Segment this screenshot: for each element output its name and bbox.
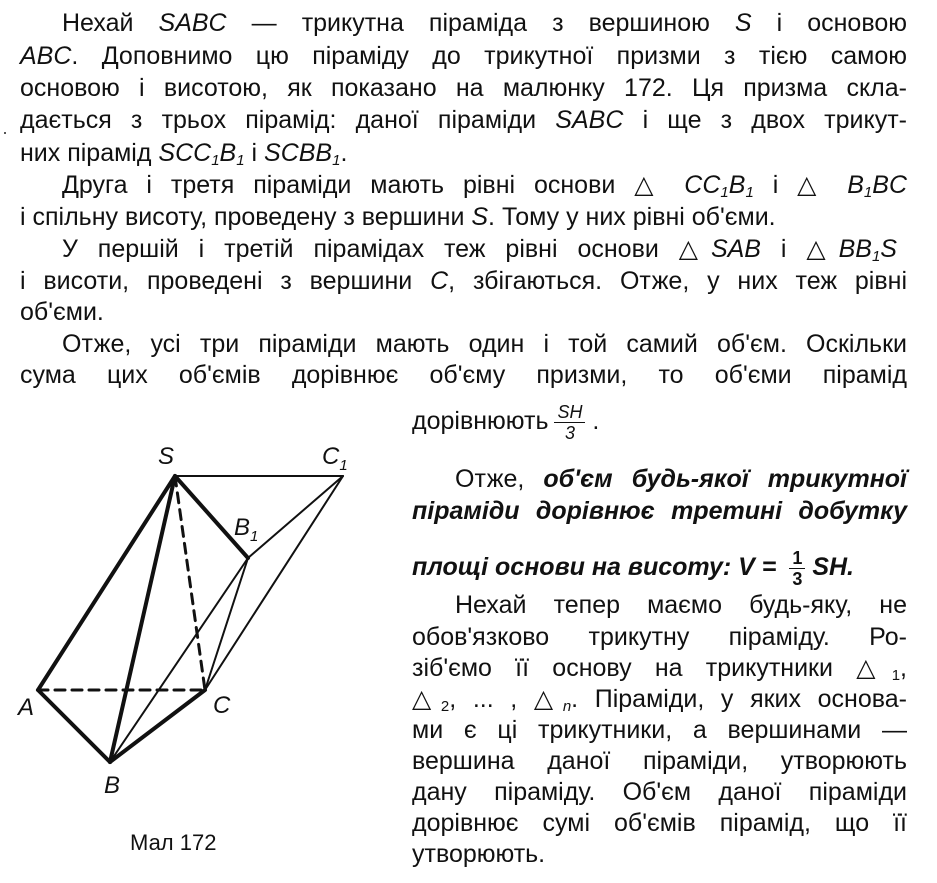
- p2-line2: [20, 202, 776, 232]
- label-b: B: [104, 772, 121, 799]
- figure-caption: Мал 172: [130, 830, 217, 855]
- triangle-symbol: △: [678, 235, 711, 263]
- text: і: [760, 235, 807, 263]
- p5-line8: [412, 808, 907, 838]
- triangle-symbol: △: [412, 685, 441, 713]
- formula-equals: =: [754, 553, 784, 582]
- p1-line2: [20, 41, 907, 71]
- label-subscript: 1: [250, 528, 259, 545]
- margin-dot: [4, 132, 6, 134]
- edge-sa: [38, 476, 175, 690]
- label-c: C: [213, 692, 231, 719]
- fraction-sh-over-3: [554, 402, 585, 443]
- p4-line2: [20, 360, 907, 390]
- math-scbb1: [264, 139, 340, 167]
- fraction-numerator: 1: [789, 548, 805, 569]
- triangle-symbol: △: [806, 235, 839, 263]
- subscript: 1: [891, 666, 901, 684]
- p5-line1: [455, 590, 907, 620]
- edge-b1b: [110, 558, 248, 762]
- math-part: B: [828, 171, 864, 199]
- text: сума цих об'ємів дорівнює об'єму призми, то об'єми пірамід: [20, 361, 907, 389]
- text: і висоти, проведені з вершини: [20, 267, 431, 295]
- text: об'єми.: [20, 298, 104, 326]
- p5-line5: [412, 715, 907, 745]
- text: . Доповнимо цю піраміду до трикутної призми з тією самою: [71, 42, 907, 70]
- p3-line2: [20, 266, 907, 296]
- text: , збігаються. Отже, у них теж рівні: [448, 267, 907, 295]
- label-b1: [234, 514, 258, 545]
- p5-line9: [412, 839, 545, 869]
- subscript: 2: [440, 697, 450, 715]
- math-part: B: [219, 139, 237, 167]
- text: дорівнюють: [412, 407, 549, 436]
- triangle-symbol: △: [797, 171, 829, 199]
- math-scc1b1: [158, 139, 244, 167]
- text: Нехай: [62, 9, 159, 37]
- edge-b1c: [205, 558, 248, 690]
- p5-line3: [412, 653, 907, 683]
- math-part: S: [880, 235, 897, 263]
- math-bb1s: [839, 235, 897, 263]
- math-part: SCBB: [264, 139, 333, 167]
- text: ми є ці трикутники, а вершинами —: [412, 716, 907, 744]
- theorem-text: площі основи на висоту:: [412, 553, 739, 582]
- edge-c1b1: [248, 476, 343, 558]
- edge-ab: [38, 690, 110, 762]
- triangle-symbol: △: [856, 654, 892, 682]
- text: Отже, усі три піраміди мають один і той самий об'єм. Оскільки: [62, 330, 907, 358]
- prism-figure: [10, 440, 370, 825]
- p1-line1: [62, 8, 907, 38]
- text: ,: [900, 654, 907, 682]
- label-letter: C: [322, 443, 340, 470]
- subscript: 1: [332, 151, 341, 169]
- label-subscript: 1: [339, 457, 348, 474]
- math-part: BC: [872, 171, 907, 199]
- text: і основою: [751, 9, 907, 37]
- subscript: 1: [236, 151, 245, 169]
- theorem-text: об'єм будь-якої трикутної: [543, 465, 908, 493]
- text: них пірамід: [20, 139, 159, 167]
- math-part: SCC: [158, 139, 212, 167]
- subscript: 1: [720, 183, 729, 201]
- fraction-numerator: SH: [554, 402, 585, 423]
- text: Нехай тепер маємо будь-яку, не: [455, 591, 907, 619]
- math-c: C: [430, 267, 449, 295]
- math-cc1b1: [665, 171, 753, 199]
- formula-sh: SH.: [805, 553, 854, 582]
- triangle-symbol: △: [533, 685, 563, 713]
- edge-c1c: [205, 476, 343, 690]
- text: утворюють.: [412, 840, 546, 868]
- text: , ... ,: [449, 685, 534, 713]
- triangle-symbol: △: [634, 171, 666, 199]
- text: Отже,: [455, 465, 544, 493]
- fraction-one-third: [789, 548, 805, 589]
- math-abc: ABC: [20, 42, 72, 70]
- formula-v: V: [738, 553, 755, 582]
- text: дорівнює сумі об'ємів пірамід, що її: [412, 809, 907, 837]
- text: і спільну висоту, проведену з вершини: [20, 203, 472, 231]
- label-letter: B: [234, 514, 251, 541]
- text: . Піраміди, у яких основа-: [571, 685, 907, 713]
- p5-line6: [412, 746, 907, 776]
- text: зіб'ємо її основу на трикутники: [412, 654, 857, 682]
- p5-line2: [412, 622, 907, 652]
- p5-line7: [412, 777, 907, 807]
- p3-line3: [20, 297, 104, 327]
- subscript: 1: [871, 247, 881, 265]
- p4-line1: [62, 329, 907, 359]
- label-a: A: [18, 694, 35, 721]
- text: дається з трьох пірамід: даної піраміди: [20, 106, 556, 134]
- p2-line1: [62, 170, 907, 200]
- p1-line4: [20, 105, 907, 135]
- theorem-line3: [412, 548, 854, 589]
- math-sab: SAB: [710, 235, 761, 263]
- p1-line3: [20, 73, 907, 103]
- subscript: 1: [863, 183, 873, 201]
- p5-line4: [412, 684, 907, 714]
- p4-line3: [412, 402, 599, 443]
- math-s: S: [734, 9, 752, 37]
- math-part: BB: [838, 235, 872, 263]
- math-b1bc: [828, 171, 907, 199]
- subscript: n: [562, 697, 572, 715]
- text: .: [585, 407, 600, 436]
- text: . Тому у них рівні об'єми.: [488, 203, 776, 231]
- math-part: CC: [665, 171, 721, 199]
- p1-line5: [20, 138, 347, 168]
- text: .: [340, 139, 348, 167]
- math-sabc: SABC: [158, 9, 227, 37]
- subscript: 1: [745, 183, 754, 201]
- text: основою і висотою, як показано на малюнку 172. Ця призма скла-: [20, 74, 907, 102]
- fraction-denominator: 3: [564, 423, 575, 443]
- subscript: 1: [211, 151, 220, 169]
- text: вершина даної піраміди, утворюють: [412, 747, 907, 775]
- math-part: B: [728, 171, 746, 199]
- text: дану піраміду. Об'єм даної піраміди: [412, 778, 907, 806]
- theorem-line1: [455, 464, 907, 494]
- theorem-line2: [412, 496, 907, 526]
- fraction-denominator: 3: [792, 569, 803, 589]
- theorem-text: піраміди дорівнює третині добутку: [412, 497, 907, 525]
- label-c1: [322, 443, 348, 474]
- text: і: [244, 139, 265, 167]
- text: — трикутна піраміда з вершиною: [226, 9, 735, 37]
- text: обов'язково трикутну піраміду. Ро-: [412, 623, 907, 651]
- label-s: S: [158, 443, 175, 470]
- text: У першій і третій пірамідах теж рівні основи: [62, 235, 679, 263]
- text: і: [753, 171, 798, 199]
- text: і ще з двох трикут-: [623, 106, 907, 134]
- p3-line1: [62, 234, 897, 264]
- math-s: S: [471, 203, 489, 231]
- math-sabc: SABC: [555, 106, 624, 134]
- text: Друга і третя піраміди мають рівні основи: [62, 171, 635, 199]
